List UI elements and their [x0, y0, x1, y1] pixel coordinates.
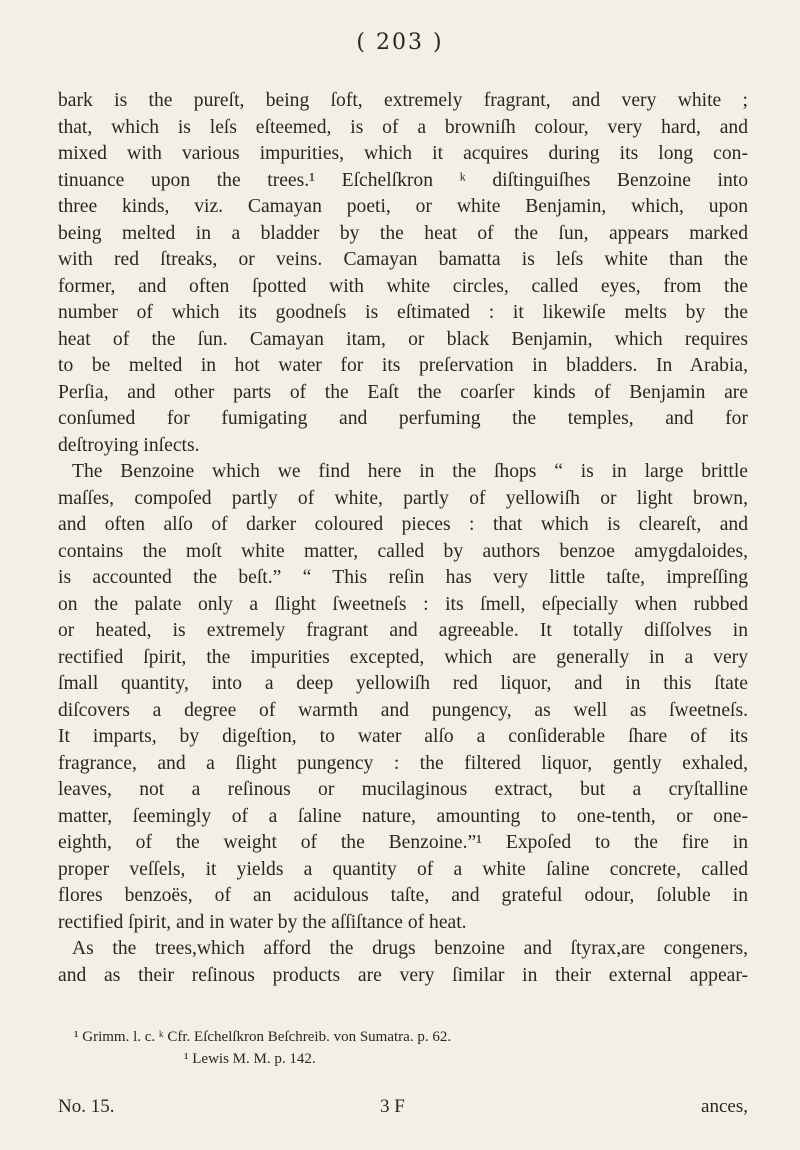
text-line: leaves, not a reſinous or mucilaginous extract, but a cryſtalline [58, 779, 748, 800]
text-line: bark is the pureſt, being ſoft, extremely fragrant, and very white ; [58, 90, 748, 111]
text-line: on the palate only a ſlight ſweetneſs : its ſmell, eſpecially when rubbed [58, 593, 748, 615]
text-line: former, and often ſpotted with white circles, called eyes, from the [58, 275, 748, 297]
text-line: heat of the ſun. Camayan itam, or black Benjamin, which requires [58, 328, 748, 350]
text-line: diſcovers a degree of warmth and pungency, as well as ſweetneſs. [58, 699, 748, 721]
text-line: to be melted in hot water for its preſervation in bladders. In Arabia, [58, 355, 748, 376]
text-line: three kinds, viz. Camayan poeti, or white Benjamin, which, upon [58, 196, 748, 217]
text-line: ſmall quantity, into a deep yellowiſh red liquor, and in this ſtate [58, 673, 748, 694]
text-line: As the trees,which afford the drugs benzoine and ſtyrax,are congeners, [72, 938, 748, 959]
text-line: matter, ſeemingly of a ſaline nature, amounting to one-tenth, or one- [58, 805, 748, 827]
text-line: that, which is leſs eſteemed, is of a browniſh colour, very hard, and [58, 116, 748, 138]
text-line: It imparts, by digeſtion, to water alſo a conſiderable ſhare of its [58, 726, 748, 747]
text-line: contains the moſt white matter, called by authors benzoe amygdaloides, [58, 540, 748, 562]
footnote-line: ¹ Grimm. l. c. ᵏ Cfr. Eſchelſkron Beſchreib. von Sumatra. p. 62. [74, 1029, 452, 1045]
body-text [58, 88, 748, 989]
text-line: with red ſtreaks, or veins. Camayan bamatta is leſs white than the [58, 249, 748, 270]
text-line: and as their reſinous products are very ſimilar in their external appear- [58, 964, 748, 986]
text-line: conſumed for fumigating and perfuming the temples, and for [58, 408, 748, 429]
text-line: deſtroying inſects. [58, 434, 200, 456]
footnotes [58, 1026, 748, 1070]
page-number: ( 203 ) [356, 30, 444, 55]
text-line: eighth, of the weight of the Benzoine.”¹ Expoſed to the fire in [58, 832, 748, 853]
text-line: mixed with various impurities, which it acquires during its long con- [58, 143, 748, 164]
text-line: and often alſo of darker coloured pieces : that which is cleareſt, and [58, 514, 748, 535]
text-line: tinuance upon the trees.¹ Eſchelſkron ᵏ diſtinguiſhes Benzoine into [58, 169, 748, 191]
text-line: rectified ſpirit, the impurities excepted, which are generally in a very [58, 646, 748, 668]
text-line: is accounted the beſt.” “ This reſin has very little taſte, impreſſing [58, 567, 748, 588]
text-line: fragrance, and a ſlight pungency : the filtered liquor, gently exhaled, [58, 752, 748, 774]
signature-mark: No. 15. [58, 1096, 115, 1117]
text-line: rectified ſpirit, and in water by the aſſiſtance of heat. [58, 911, 467, 933]
text-line: The Benzoine which we find here in the ſhops “ is in large brittle [72, 461, 748, 482]
text-line: proper veſſels, it yields a quantity of a white ſaline concrete, called [58, 858, 748, 880]
text-line: being melted in a bladder by the heat of the ſun, appears marked [58, 222, 748, 244]
text-line: number of which its goodneſs is eſtimated : it likewiſe melts by the [58, 302, 748, 323]
catchword: ances, [701, 1096, 748, 1117]
text-line: maſſes, compoſed partly of white, partly of yellowiſh or light brown, [58, 487, 748, 509]
text-line: flores benzoës, of an acidulous taſte, and grateful odour, ſoluble in [58, 885, 748, 906]
text-line: or heated, is extremely fragrant and agreeable. It totally diſſolves in [58, 620, 748, 641]
footnote-line: ¹ Lewis M. M. p. 142. [184, 1051, 316, 1067]
gathering-mark: 3 F [380, 1096, 405, 1117]
text-line: Perſia, and other parts of the Eaſt the coarſer kinds of Benjamin are [58, 381, 748, 403]
